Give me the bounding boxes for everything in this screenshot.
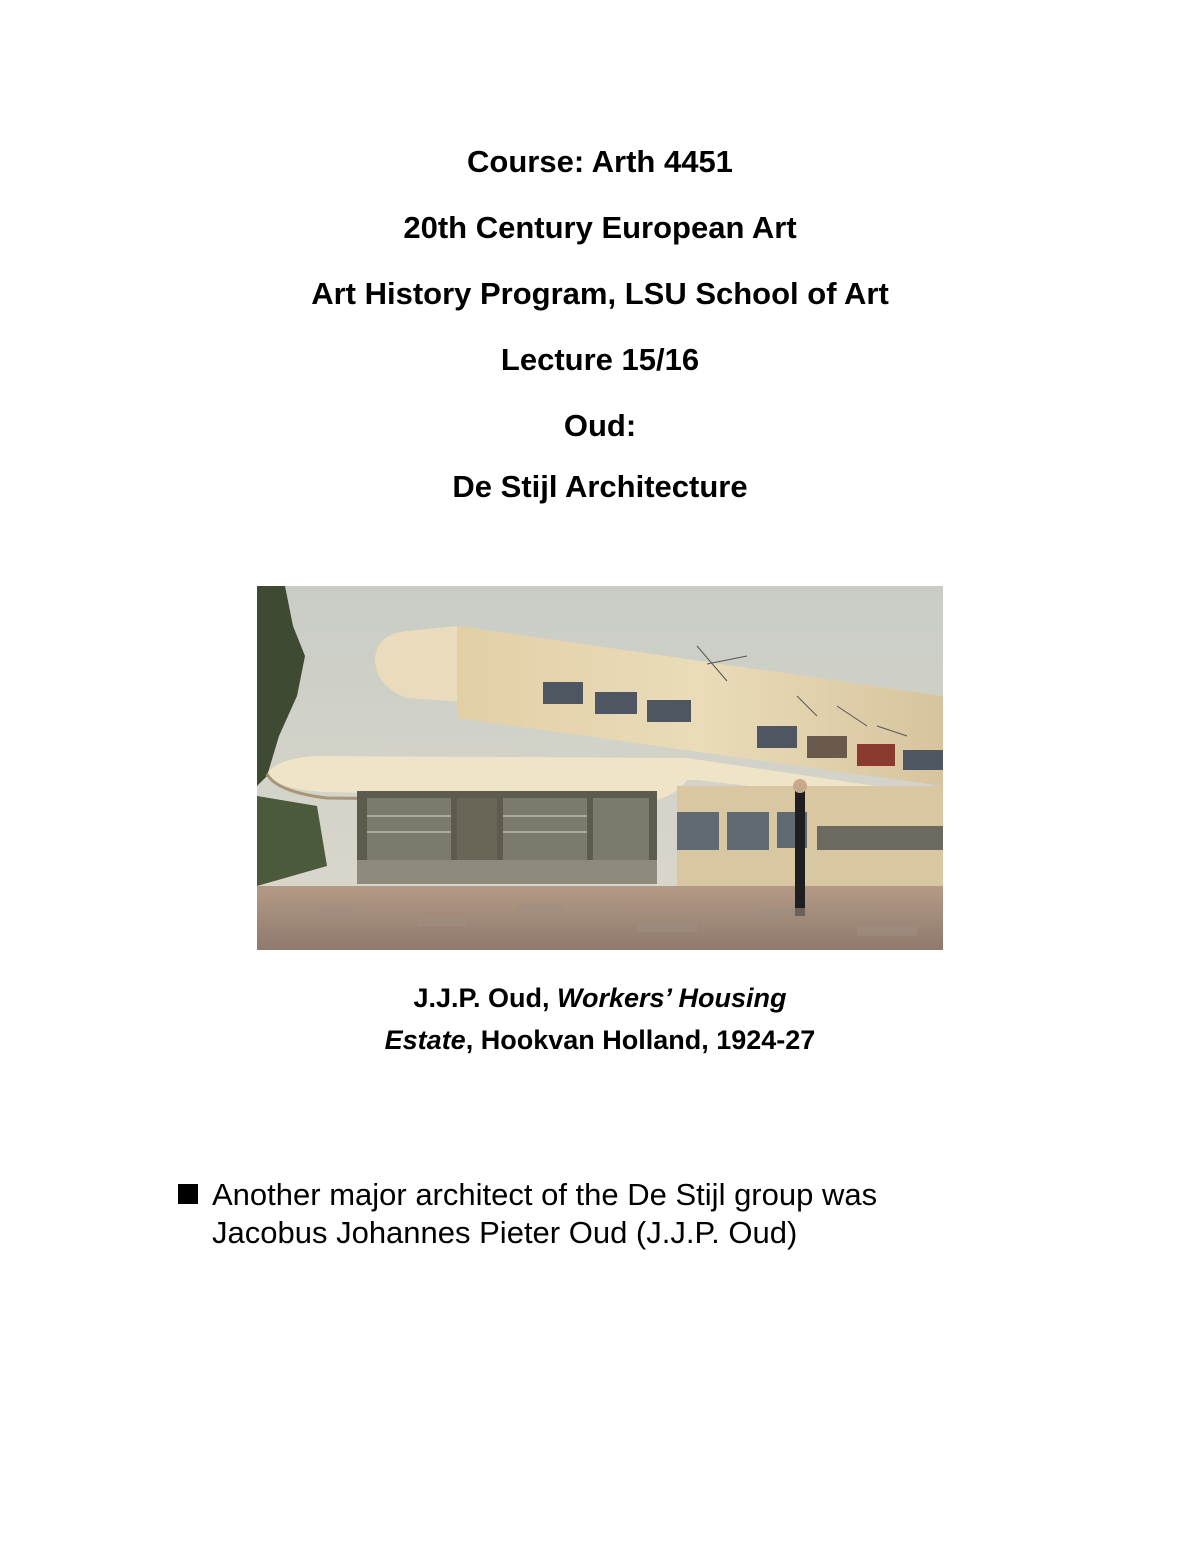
bullet-text-line-1: Another major architect of the De Stijl group was — [212, 1177, 878, 1212]
figure-caption-line-1 — [0, 977, 1200, 1019]
course-title: Course: Arth 4451 — [467, 144, 733, 179]
figure-caption-line-2 — [0, 1019, 1200, 1061]
lecture-number: Lecture 15/16 — [500, 342, 700, 377]
bullet-text-line-2: Jacobus Johannes Pieter Oud (J.J.P. Oud) — [212, 1215, 798, 1250]
square-bullet-icon — [178, 1184, 198, 1204]
program-title: Art History Program, LSU School of Art — [311, 276, 889, 311]
lecture-subtopic: De Stijl Architecture — [452, 469, 748, 504]
bullet-list-item — [178, 1176, 998, 1252]
caption-location-date: , Hookvan Holland, 1924-27 — [465, 1025, 816, 1055]
subject-title: 20th Century European Art — [403, 210, 797, 245]
caption-title-part-1: Workers’ Housing — [557, 983, 787, 1013]
bullet-text — [212, 1176, 998, 1252]
caption-artist: J.J.P. Oud, — [413, 983, 557, 1013]
caption-title-part-2: Estate — [384, 1025, 466, 1055]
lecture-topic: Oud: — [563, 408, 637, 443]
workers-housing-estate-photo — [257, 586, 943, 950]
